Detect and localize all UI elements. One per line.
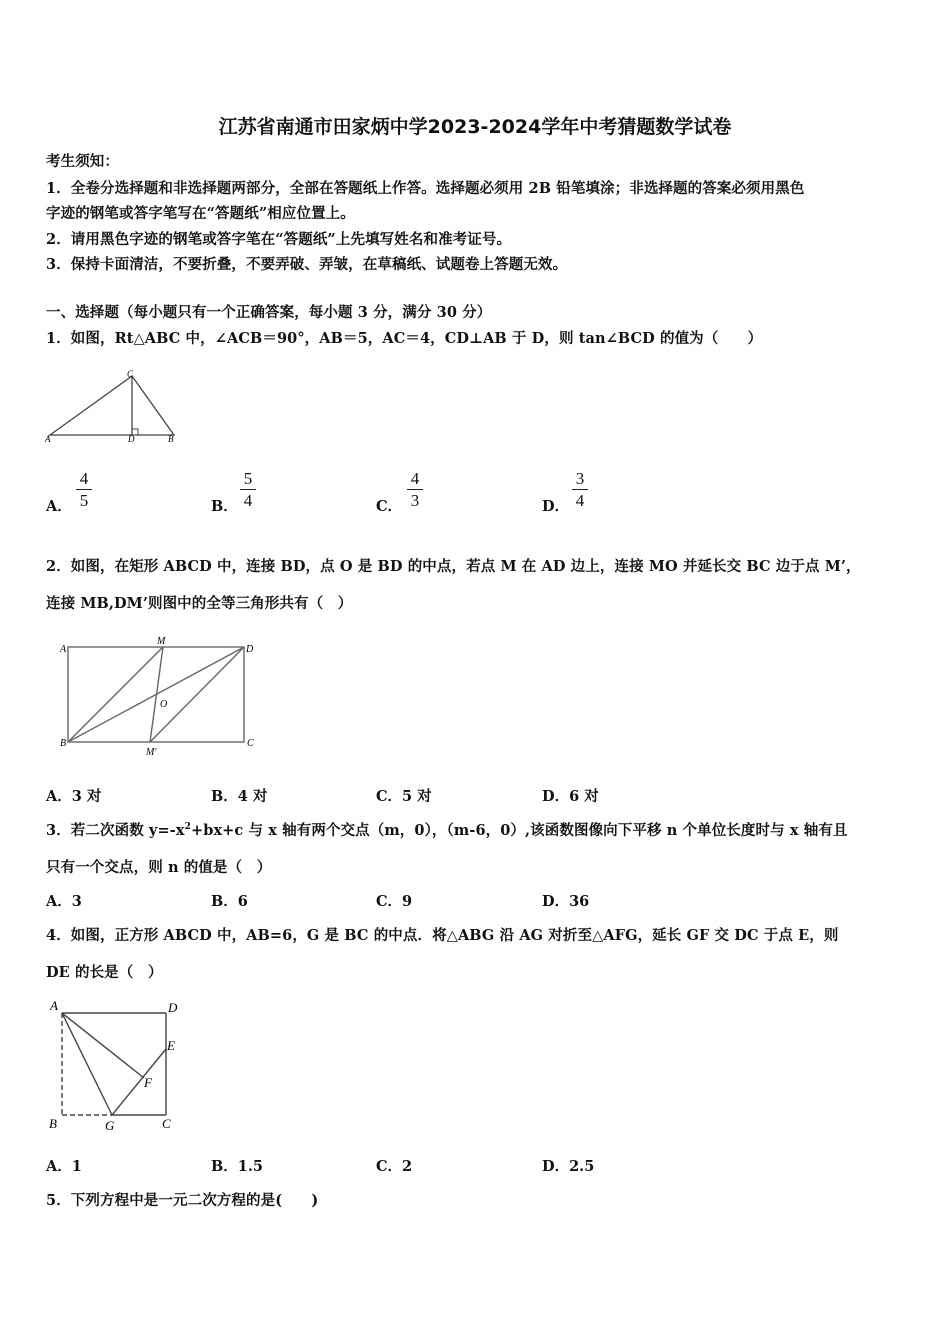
notice-line-3: 2．请用黑色字迹的钢笔或答字笔在“答题纸”上先填写姓名和准考证号。 (46, 231, 512, 248)
q1-option-c-denominator: 3 (410, 491, 420, 510)
q3-option-b: B．6 (211, 893, 248, 910)
notice-line-1: 1．全卷分选择题和非选择题两部分，全部在答题纸上作答。选择题必须用 2B 铅笔填涂；非选择题的答案必须用黑色 (46, 180, 805, 197)
question-1-figure (42, 368, 182, 446)
q1-option-d-numerator: 3 (575, 469, 585, 488)
q4-option-c: C．2 (376, 1158, 413, 1175)
label-D: D (128, 434, 135, 444)
question-4-line-2: DE 的长是（ ） (46, 964, 163, 981)
q1-option-b-numerator: 5 (243, 469, 253, 488)
q1-option-a-denominator: 5 (79, 491, 89, 510)
label-D: D (168, 1000, 178, 1015)
q1-option-a-label: A． (46, 498, 72, 515)
question-2-line-2: 连接 MB,DM’则图中的全等三角形共有（ ） (46, 595, 353, 612)
label-M-prime: M' (146, 747, 157, 758)
label-F: F (144, 1075, 152, 1090)
q2-option-d: D．6 对 (542, 788, 599, 805)
segment-af (62, 1013, 144, 1078)
q1-option-d-fraction (572, 469, 588, 510)
q3-exponent: 2 (184, 822, 191, 833)
label-G: G (105, 1118, 115, 1133)
label-C: C (162, 1116, 171, 1131)
question-2-figure (56, 634, 266, 760)
question-1-text: 1．如图，Rt△ABC 中，∠ACB＝90°，AB＝5，AC＝4，CD⊥AB 于 D，则 tan∠BCD 的值为（ ） (46, 330, 763, 347)
question-2-line-1: 2．如图，在矩形 ABCD 中，连接 BD，点 O 是 BD 的中点，若点 M 在 AD 边上，连接 MO 并延长交 BC 边于点 M’， (46, 558, 861, 575)
segment-dm2 (150, 647, 244, 742)
question-3-line-2: 只有一个交点，则 n 的值是（ ） (46, 859, 272, 876)
page-title: 江苏省南通市田家炳中学2023-2024学年中考猜题数学试卷 (218, 116, 732, 138)
q1-option-b-fraction (240, 469, 256, 510)
label-M: M (157, 636, 166, 647)
label-D: D (246, 644, 254, 655)
segment-mm2 (150, 647, 163, 742)
segment-mb (68, 647, 163, 742)
q3-option-a: A．3 (46, 893, 82, 910)
question-3-line-1 (46, 819, 848, 840)
q1-option-a-fraction (76, 469, 92, 510)
label-A: A (50, 998, 58, 1013)
label-B: B (60, 738, 67, 749)
label-C: C (127, 369, 134, 379)
question-5-text: 5．下列方程中是一元二次方程的是( ) (46, 1192, 319, 1209)
label-B: B (168, 434, 174, 444)
q1-option-b-label: B． (211, 498, 238, 515)
triangle-abc (50, 376, 174, 435)
notice-line-2: 字迹的钢笔或答字笔写在“答题纸”相应位置上。 (46, 205, 355, 222)
q1-option-c-numerator: 4 (410, 469, 420, 488)
q4-option-a: A．1 (46, 1158, 82, 1175)
q4-option-d: D．2.5 (542, 1158, 595, 1175)
q1-option-c-label: C． (376, 498, 403, 515)
label-O: O (160, 699, 168, 710)
q3-text-part-1: 3．若二次函数 y=-x (46, 822, 185, 839)
notice-heading: 考生须知： (46, 153, 119, 170)
notice-line-4: 3．保持卡面清洁，不要折叠，不要弄破、弄皱，在草稿纸、试题卷上答题无效。 (46, 256, 568, 273)
question-4-figure (44, 996, 194, 1134)
q1-option-c-fraction (407, 469, 423, 510)
segment-ag (62, 1013, 112, 1115)
label-C: C (247, 738, 254, 749)
q2-option-c: C．5 对 (376, 788, 432, 805)
label-A: A (45, 434, 51, 444)
q3-option-d: D．36 (542, 893, 590, 910)
q1-option-b-denominator: 4 (243, 491, 253, 510)
q2-option-b: B．4 对 (211, 788, 268, 805)
section-heading: 一、选择题（每小题只有一个正确答案，每小题 3 分，满分 30 分） (46, 304, 492, 321)
label-E: E (167, 1038, 175, 1053)
q3-option-c: C．9 (376, 893, 413, 910)
label-A: A (60, 644, 67, 655)
q1-option-a-numerator: 4 (79, 469, 89, 488)
q4-option-b: B．1.5 (211, 1158, 263, 1175)
q1-option-d-denominator: 4 (575, 491, 585, 510)
label-B: B (49, 1116, 57, 1131)
question-4-line-1: 4．如图，正方形 ABCD 中，AB=6，G 是 BC 的中点．将△ABG 沿 AG 对折至△AFG，延长 GF 交 DC 于点 E，则 (46, 927, 839, 944)
q1-option-d-label: D． (542, 498, 570, 515)
q2-option-a: A．3 对 (46, 788, 102, 805)
q3-text-part-2: +bx+c 与 x 轴有两个交点（m，0），（m-6，0）,该函数图像向下平移 n 个单位长度时与 x 轴有且 (190, 822, 848, 839)
